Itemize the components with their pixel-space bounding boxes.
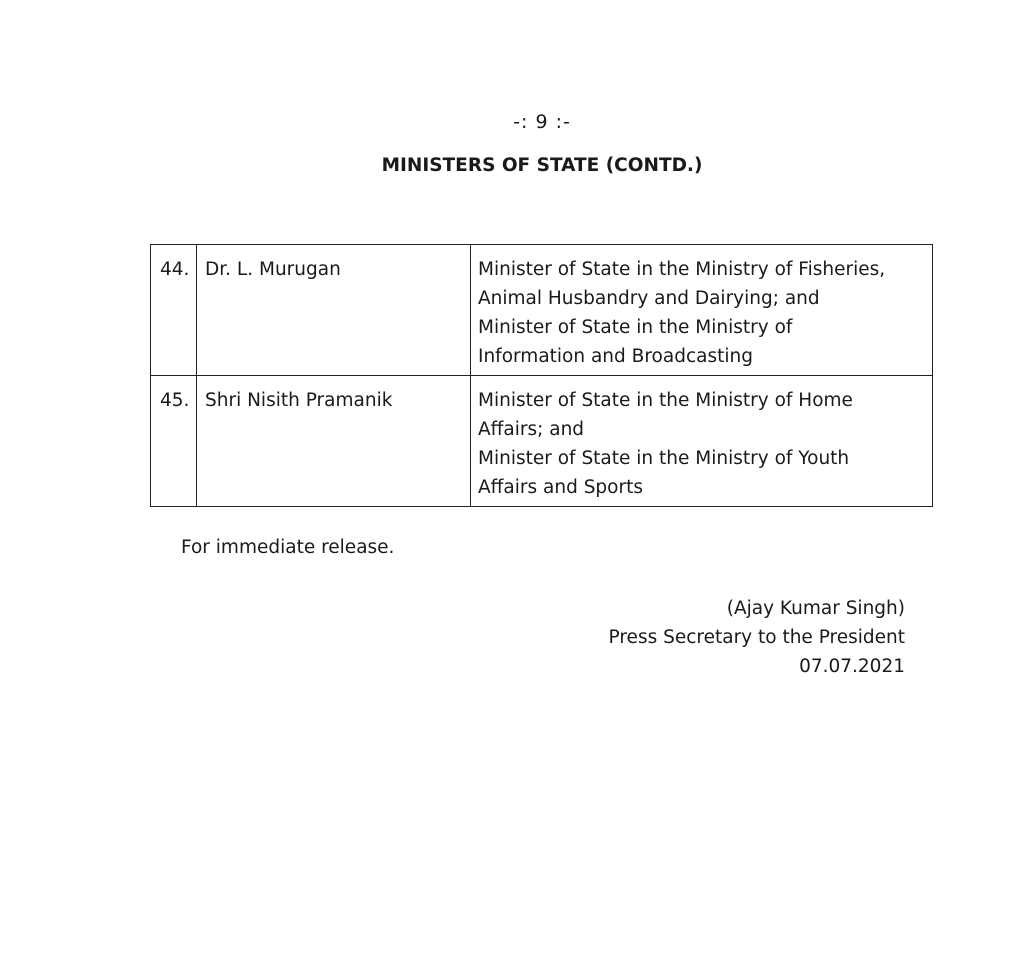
portfolio-line: Minister of State in the Ministry of Youth — [478, 448, 850, 469]
portfolio-line: Information and Broadcasting — [478, 346, 753, 367]
page-number: -: 9 :- — [513, 111, 571, 133]
portfolio-line: Affairs and Sports — [478, 477, 643, 498]
signatory-name: (Ajay Kumar Singh) — [726, 598, 905, 619]
release-date: 07.07.2021 — [799, 656, 905, 677]
signatory-designation: Press Secretary to the President — [608, 627, 905, 648]
portfolio-line: Minister of State in the Ministry of Home — [478, 390, 853, 411]
page-heading: MINISTERS OF STATE (CONTD.) — [381, 155, 703, 176]
table-row — [151, 245, 933, 376]
signature-block — [609, 594, 905, 681]
portfolio-cell — [471, 376, 933, 507]
ministers-table — [150, 244, 933, 507]
row-number: 44. — [151, 245, 197, 376]
portfolio-line: Affairs; and — [478, 419, 585, 440]
portfolio-line: Animal Husbandry and Dairying; and — [478, 288, 820, 309]
release-note: For immediate release. — [181, 537, 395, 558]
table-row — [151, 376, 933, 507]
row-number: 45. — [151, 376, 197, 507]
portfolio-line: Minister of State in the Ministry of — [478, 317, 793, 338]
portfolio-line: Minister of State in the Ministry of Fisheries, — [478, 259, 886, 280]
minister-name: Shri Nisith Pramanik — [197, 376, 471, 507]
minister-name: Dr. L. Murugan — [197, 245, 471, 376]
portfolio-cell — [471, 245, 933, 376]
